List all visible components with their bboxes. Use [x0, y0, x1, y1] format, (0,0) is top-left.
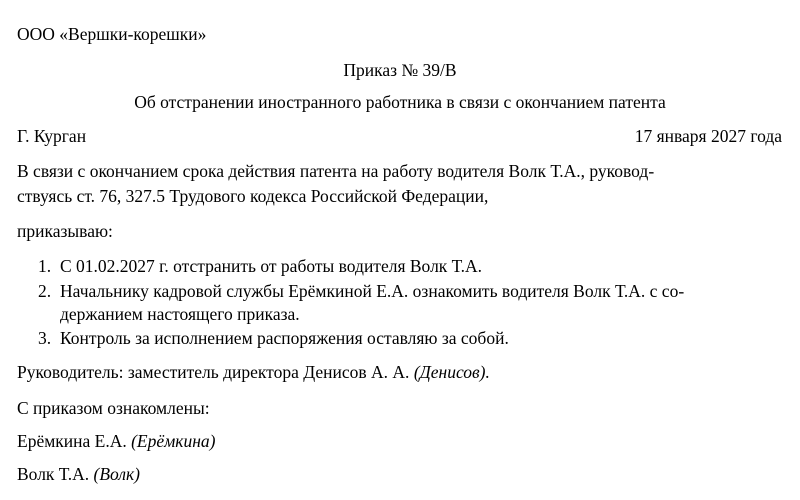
- organization-name: ООО «Вершки-корешки»: [17, 24, 207, 44]
- signatory-name: Ерёмкина Е.А.: [17, 431, 127, 451]
- order-subject: Об отстранении иностранного работника в связи с окончанием патента: [134, 92, 666, 112]
- order-place: Г. Курган: [17, 126, 87, 146]
- signatory-line: [17, 463, 140, 485]
- head-label: Руководитель: заместитель директора Денисов А. А.: [17, 362, 410, 382]
- order-item-text: С 01.02.2027 г. отстранить от работы водителя Волк Т.А.: [60, 256, 483, 276]
- signatory-signature: (Волк): [93, 464, 140, 484]
- order-date: 17 января 2027 года: [634, 126, 782, 146]
- order-item-text: Начальнику кадровой службы Ерёмкиной Е.А. ознакомить водителя Волк Т.А. с со-: [60, 281, 685, 301]
- order-title: Приказ № 39/В: [343, 60, 457, 80]
- order-item-number: 1.: [38, 256, 52, 276]
- head-signature: (Денисов).: [413, 362, 490, 382]
- order-basis-line-1: В связи с окончанием срока действия патента на работу водителя Волк Т.А., руковод-: [17, 161, 655, 181]
- acknowledged-label: С приказом ознакомлены:: [17, 398, 210, 418]
- order-item-2-continuation: держанием настоящего приказа.: [60, 304, 300, 324]
- order-basis-line-2: ствуясь ст. 76, 327.5 Трудового кодекса Российской Федерации,: [17, 186, 489, 206]
- order-item-2: [38, 280, 684, 302]
- order-item-text: Контроль за исполнением распоряжения оставляю за собой.: [60, 328, 509, 348]
- head-signature-line: [17, 361, 490, 383]
- order-item-number: 3.: [38, 328, 52, 348]
- signatory-line: [17, 430, 216, 452]
- signatory-name: Волк Т.А.: [17, 464, 90, 484]
- order-item-number: 2.: [38, 281, 52, 301]
- order-item-1: [38, 255, 482, 277]
- order-item-3: [38, 327, 509, 349]
- signatory-signature: (Ерёмкина): [131, 431, 216, 451]
- order-word: приказываю:: [17, 221, 113, 241]
